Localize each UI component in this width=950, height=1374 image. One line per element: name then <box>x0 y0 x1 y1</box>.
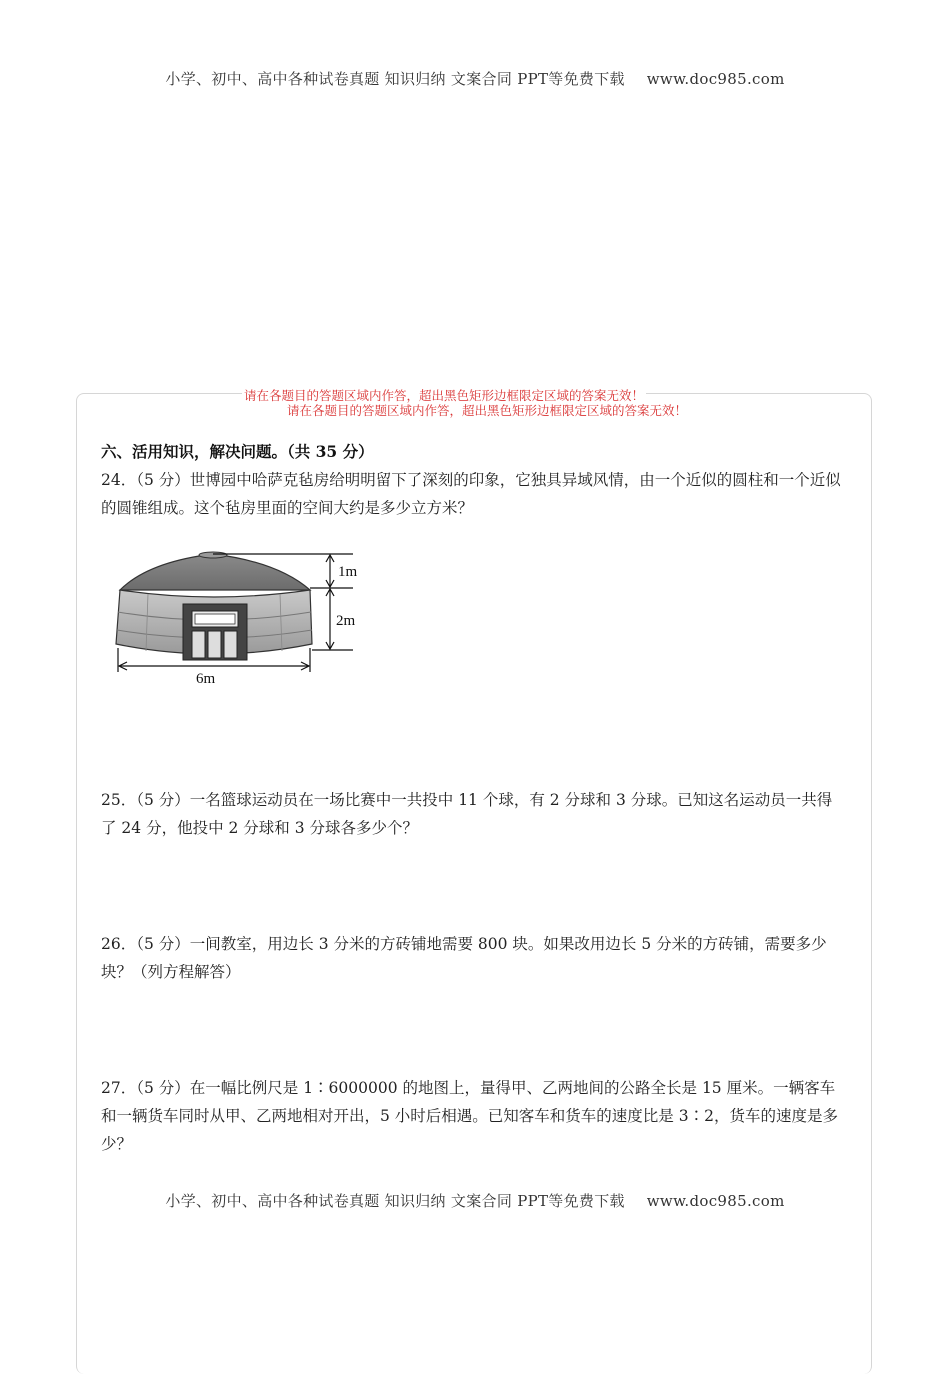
question-27: 27．（5 分）在一幅比例尺是 1∶6000000 的地图上，量得甲、乙两地间的公路全长是 15 厘米。一辆客车和一辆货车同时从甲、乙两地相对开出，5 小时后相遇。已知客车和货车的速度比是 3∶2，货车的速度是多少？ <box>101 1079 838 1153</box>
header-url[interactable]: www.doc985.com <box>646 70 785 88</box>
height-label-cylinder: 2m <box>336 613 356 629</box>
question-24: 24．（5 分）世博园中哈萨克毡房给明明留下了深刻的印象，它独具异域风情，由一个近似的圆柱和一个近似的圆锥组成。这个毡房里面的空间大约是多少立方米？ <box>101 471 841 517</box>
answer-area-warning-repeat: 请在各题目的答题区域内作答，超出黑色矩形边框限定区域的答案无效！ <box>287 403 688 418</box>
question-26: 26．（5 分）一间教室，用边长 3 分米的方砖铺地需要 800 块。如果改用边长 5 分米的方砖铺，需要多少块？（列方程解答） <box>101 935 827 981</box>
page-footer <box>0 1190 950 1211</box>
answer-area-warning: 请在各题目的答题区域内作答，超出黑色矩形边框限定区域的答案无效！ <box>244 388 645 403</box>
yurt-illustration <box>108 548 368 688</box>
yurt-figure <box>108 548 368 688</box>
height-label-cone: 1m <box>338 564 358 580</box>
diameter-label: 6m <box>196 671 216 687</box>
footer-url[interactable]: www.doc985.com <box>646 1192 785 1210</box>
header-text: 小学、初中、高中各种试卷真题 知识归纳 文案合同 PPT等免费下载 <box>165 70 625 88</box>
footer-text: 小学、初中、高中各种试卷真题 知识归纳 文案合同 PPT等免费下载 <box>165 1192 625 1210</box>
question-25: 25．（5 分）一名篮球运动员在一场比赛中一共投中 11 个球，有 2 分球和 3 分球。已知这名运动员一共得了 24 分，他投中 2 分球和 3 分球各多少个？ <box>101 791 833 837</box>
answer-area-border <box>76 393 872 1374</box>
section-title: 六、活用知识，解决问题。（共 35 分） <box>101 442 374 461</box>
page-header <box>0 68 950 89</box>
